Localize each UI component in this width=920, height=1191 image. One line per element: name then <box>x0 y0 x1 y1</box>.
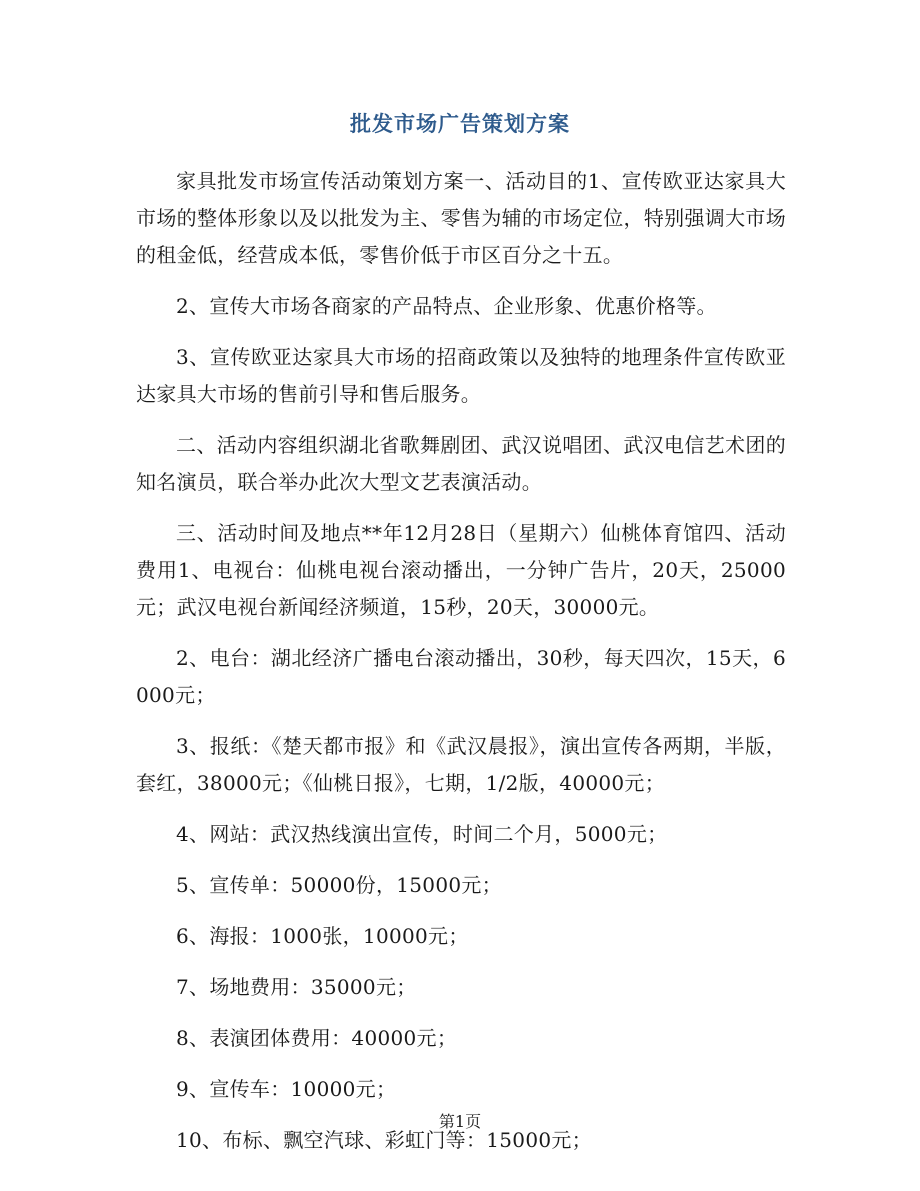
paragraph-8: 4、网站：武汉热线演出宣传，时间二个月，5000元； <box>176 822 668 846</box>
paragraph-3: 3、宣传欧亚达家具大市场的招商政策以及独特的地理条件宣传欧亚达家具大市场的售前引导和售后服务。 <box>136 345 786 406</box>
paragraph-11: 7、场地费用：35000元； <box>176 975 417 999</box>
document-title: 批发市场广告策划方案 <box>350 111 570 136</box>
paragraph-2: 2、宣传大市场各商家的产品特点、企业形象、优惠价格等。 <box>176 294 717 318</box>
page-number: 第1页 <box>438 1112 482 1131</box>
paragraph-5: 三、活动时间及地点**年12月28日（星期六）仙桃体育馆四、活动费用1、电视台：仙桃电视台滚动播出，一分钟广告片，20天，25000元；武汉电视台新闻经济频道，15秒，20天，30000元。 <box>136 521 786 619</box>
paragraph-10: 6、海报：1000张，10000元； <box>176 924 469 948</box>
paragraph-14: 10、布标、飘空汽球、彩虹门等：15000元； <box>176 1128 592 1152</box>
paragraph-7: 3、报纸：《楚天都市报》和《武汉晨报》，演出宣传各两期，半版，套红，38000元；《仙桃日报》，七期，1/2版，40000元； <box>136 734 786 795</box>
paragraph-1: 家具批发市场宣传活动策划方案一、活动目的1、宣传欧亚达家具大市场的整体形象以及以批发为主、零售为辅的市场定位，特别强调大市场的租金低，经营成本低，零售价低于市区百分之十五。 <box>136 169 786 267</box>
paragraph-6: 2、电台：湖北经济广播电台滚动播出，30秒，每天四次，15天，6000元； <box>136 646 786 707</box>
paragraph-12: 8、表演团体费用：40000元； <box>176 1026 458 1050</box>
document-body <box>136 163 786 1173</box>
paragraph-9: 5、宣传单：50000份，15000元； <box>176 873 502 897</box>
paragraph-4: 二、活动内容组织湖北省歌舞剧团、武汉说唱团、武汉电信艺术团的知名演员，联合举办此次大型文艺表演活动。 <box>136 433 786 494</box>
paragraph-13: 9、宣传车：10000元； <box>176 1077 397 1101</box>
